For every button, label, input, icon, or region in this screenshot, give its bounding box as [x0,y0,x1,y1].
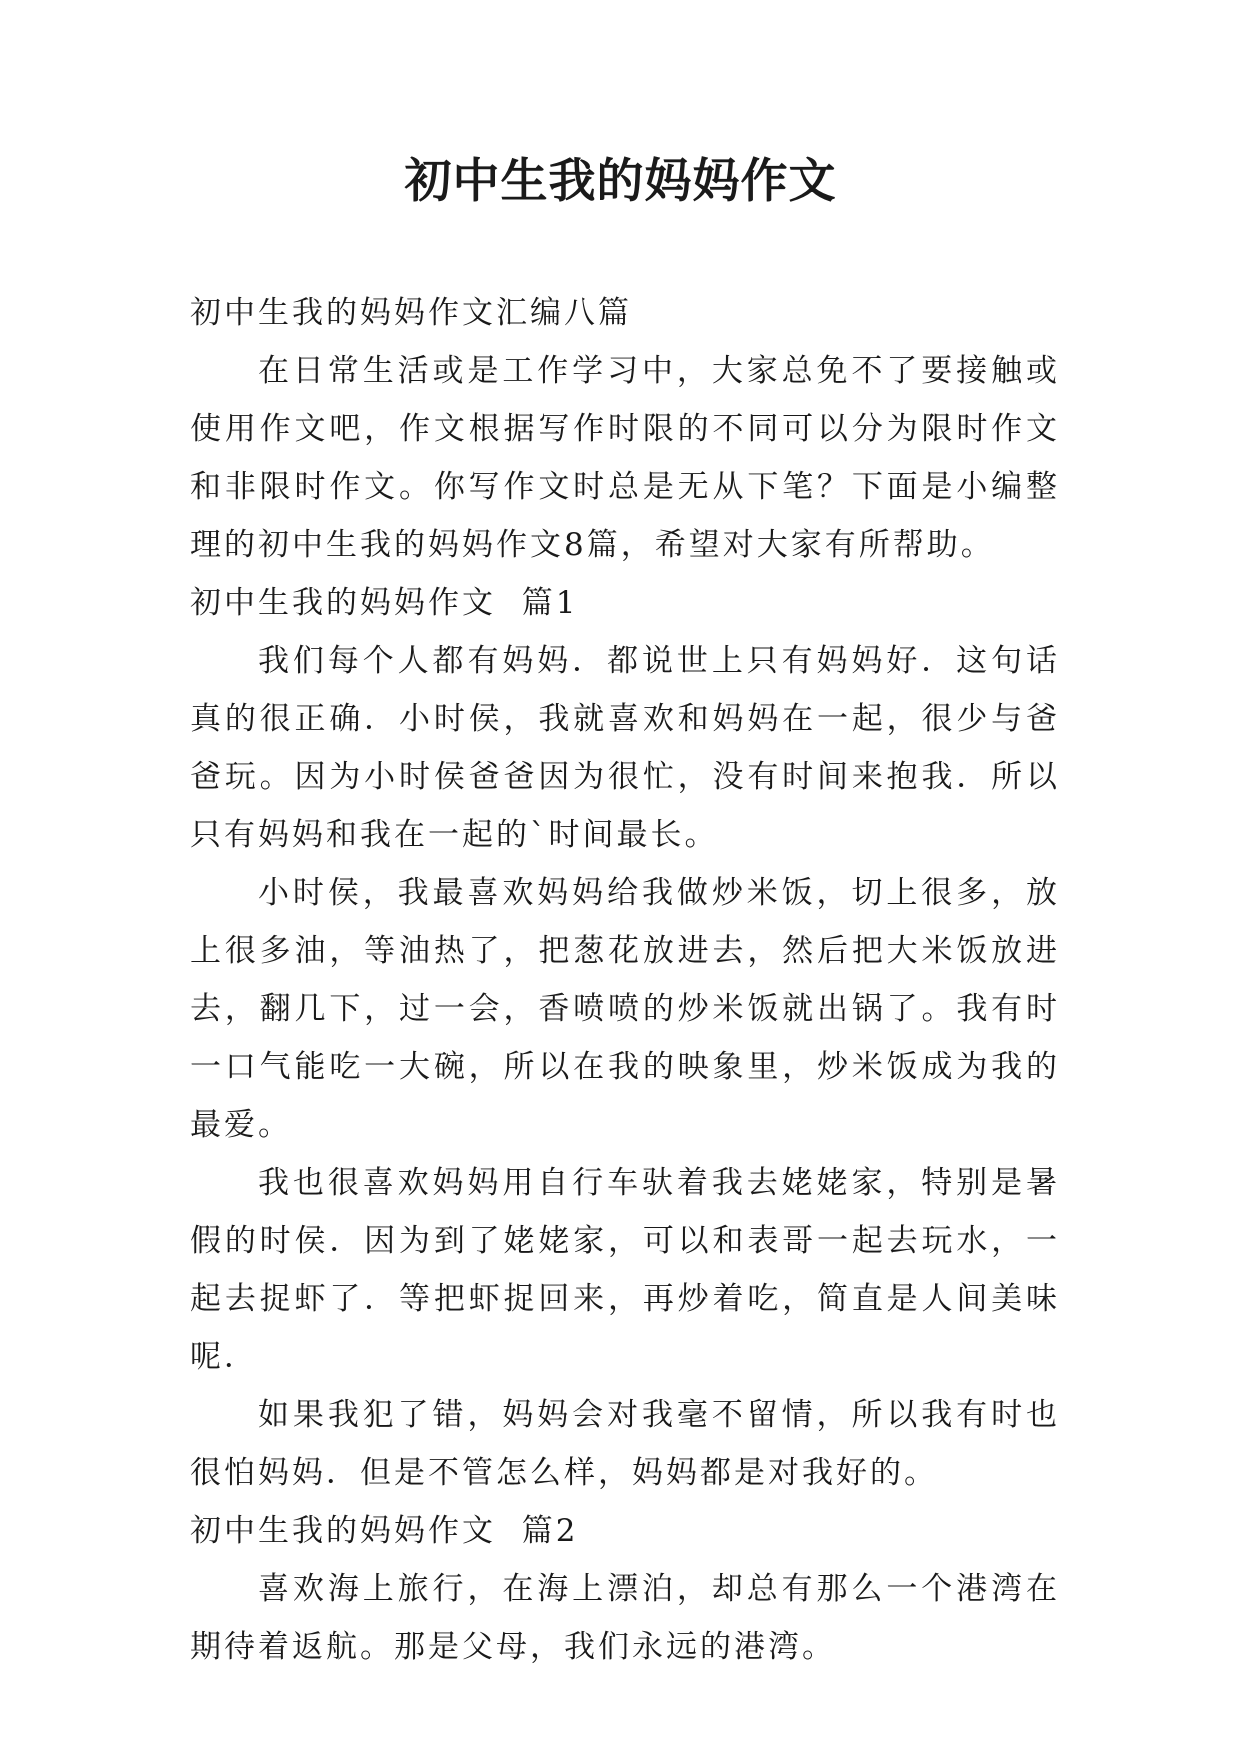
document-subtitle: 初中生我的妈妈作文汇编八篇 [190,295,632,331]
section-heading-2: 初中生我的妈妈作文 篇2 [190,1513,579,1549]
section1-paragraph-2: 小时侯，我最喜欢妈妈给我做炒米饭，切上很多，放上很多油，等油热了，把葱花放进去，然后把大米饭放进去，翻几下，过一会，香喷喷的炒米饭就出锅了。我有时一口气能吃一大碗，所以在我的映象里，炒米饭成为我的最爱。 [190,875,1060,1143]
intro-paragraph: 在日常生活或是工作学习中，大家总免不了要接触或使用作文吧，作文根据写作时限的不同可以分为限时作文和非限时作文。你写作文时总是无从下笔？下面是小编整理的初中生我的妈妈作文8篇，希望对大家有所帮助。 [190,353,1060,563]
document-body [190,284,1060,1676]
document-title: 初中生我的妈妈作文 [404,154,837,209]
section2-paragraph-1: 喜欢海上旅行，在海上漂泊，却总有那么一个港湾在期待着返航。那是父母，我们永远的港湾。 [190,1571,1060,1665]
section1-paragraph-3: 我也很喜欢妈妈用自行车驮着我去姥姥家，特别是暑假的时侯．因为到了姥姥家，可以和表哥一起去玩水，一起去捉虾了．等把虾捉回来，再炒着吃，简直是人间美味呢． [190,1165,1060,1375]
section-heading-1: 初中生我的妈妈作文 篇1 [190,585,579,621]
section1-paragraph-1: 我们每个人都有妈妈．都说世上只有妈妈好．这句话真的很正确．小时侯，我就喜欢和妈妈在一起，很少与爸爸玩。因为小时侯爸爸因为很忙，没有时间来抱我．所以只有妈妈和我在一起的`时间最长。 [190,643,1060,853]
section1-paragraph-4: 如果我犯了错，妈妈会对我毫不留情，所以我有时也很怕妈妈．但是不管怎么样，妈妈都是对我好的。 [190,1397,1060,1491]
